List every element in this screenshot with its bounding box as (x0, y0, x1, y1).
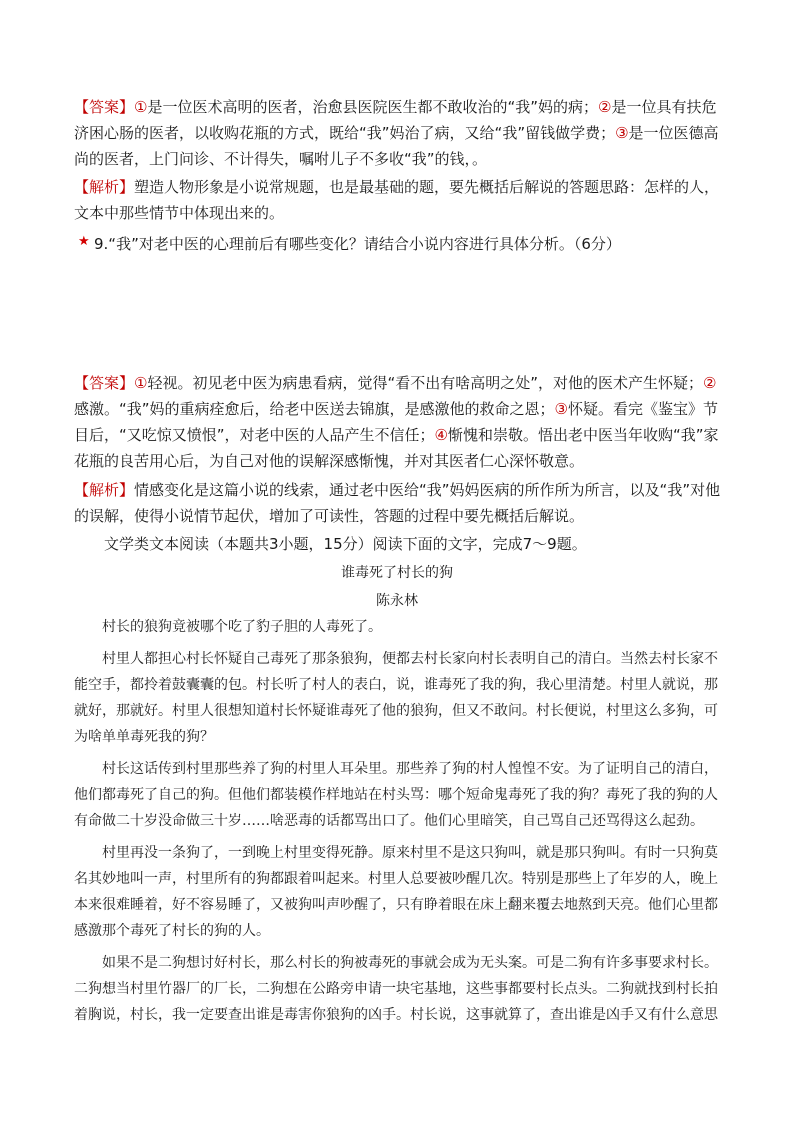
story-paragraph: 村长的狼狗竟被哪个吃了豹子胆的人毒死了。 (102, 619, 382, 635)
answer-number: ③ (554, 400, 568, 418)
analysis-block-2 (74, 477, 724, 529)
answer-tag: 【答案】 (74, 374, 135, 392)
analysis-text: 塑造人物形象是小说常规题，也是最基础的题，要先概括后解说的答题思路：怎样的人，文本中那些情节中体现出来的。 (74, 178, 720, 222)
answer-number: ② (703, 374, 717, 392)
answer-number: ④ (434, 426, 448, 444)
story-paragraph: 如果不是二狗想讨好村长，那么村长的狗被毒死的事就会成为无头案。可是二狗有许多事要求村长。二狗想当村里竹器厂的厂长，二狗想在公路旁申请一块宅基地，这些事都要村长点头。二狗就找到村长拍着胸说，村长，我一定要查出谁是毒害你狼狗的凶手。村长说，这事就算了，查出谁是凶手又有什么意思 (74, 955, 718, 1023)
answer-block-1 (74, 94, 724, 172)
answer-text: 感激。“我”妈的重病痊愈后，给老中医送去锦旗，是感激他的救命之恩； (74, 400, 555, 418)
analysis-paragraph (74, 477, 724, 529)
answer-text: 惭愧和崇敬。悟出老中医当年收购“我”家花瓶的良苦用心后，为自己对他的误解深感惭愧，并对其医者仁心深怀敬意。 (74, 426, 719, 470)
analysis-tag: 【解析】 (74, 481, 135, 499)
story-paragraph: 村长这话传到村里那些养了狗的村里人耳朵里。那些养了狗的村人惶惶不安。为了证明自己的清白，他们都毒死了自己的狗。但他们都装模作样地站在村头骂：哪个短命鬼毒死了我的狗？毒死了我的狗的人有命做二十岁没命做三十岁……啥恶毒的话都骂出口了。他们心里暗笑，自己骂自己还骂得这么起劲。 (74, 761, 718, 829)
answer-paragraph (74, 370, 724, 474)
story-title: 谁毒死了村长的狗 (341, 565, 453, 581)
analysis-paragraph (74, 174, 724, 226)
answer-text: 是一位医德高尚的医者，上门问诊、不计得失，嘱咐儿子不多收“我”的钱，。 (74, 124, 719, 168)
question-9-text: 9.“我”对老中医的心理前后有哪些变化？请结合小说内容进行具体分析。（6分） (94, 235, 621, 253)
answer-number: ③ (615, 124, 629, 142)
story-paragraph: 村里人都担心村长怀疑自己毒死了那条狼狗，便都去村长家向村长表明自己的清白。当然去村长家不能空手，都拎着鼓囊囊的包。村长听了村人的表白，说，谁毒死了我的狗，我心里清楚。村里人就说，那就好，那就好。村里人很想知道村长怀疑谁毒死了他的狼狗，但又不敢问。村长便说，村里这么多狗，可为啥单单毒死我的狗？ (74, 651, 718, 745)
answer-number: ① (134, 98, 148, 116)
star-icon: ★ (78, 234, 90, 249)
answer-text: 是一位医术高明的医者，治愈县医院医生都不敢收治的“我”妈的病； (147, 98, 599, 116)
analysis-text: 情感变化是这篇小说的线索，通过老中医给“我”妈妈医病的所作所为所言，以及“我”对他的误解，使得小说情节起伏，增加了可读性，答题的过程中要先概括后解说。 (74, 481, 721, 525)
answer-text: 怀疑。看完《鉴宝》节目后，“又吃惊又愤恨”，对老中医的人品产生不信任； (74, 400, 719, 444)
answer-text: 是一位具有扶危济困心肠的医者，以收购花瓶的方式，既给“我”妈治了病，又给“我”留钱做学费； (74, 98, 717, 142)
analysis-tag: 【解析】 (74, 178, 135, 196)
reading-instruction: 文学类文本阅读（本题共3小题，15分）阅读下面的文字，完成7～9题。 (104, 535, 587, 553)
answer-number: ② (598, 98, 612, 116)
story-paragraph: 村里再没一条狗了，一到晚上村里变得死静。原来村里不是这只狗叫，就是那只狗叫。有时一只狗莫名其妙地叫一声，村里所有的狗都跟着叫起来。村里人总要被吵醒几次。特别是那些上了年岁的人，晚上本来很难睡着，好不容易睡了，又被狗叫声吵醒了，只有睁着眼在床上翻来覆去地熬到天亮。他们心里都感激那个毒死了村长的狗的人。 (74, 845, 718, 939)
analysis-block-1 (74, 174, 724, 226)
story-author: 陈永林 (376, 593, 418, 609)
answer-paragraph (74, 94, 724, 172)
answer-tag: 【答案】 (74, 98, 135, 116)
answer-number: ① (134, 374, 148, 392)
answer-text: 轻视。初见老中医为病患看病，觉得“看不出有啥高明之处”，对他的医术产生怀疑； (147, 374, 704, 392)
answer-block-2 (74, 370, 724, 474)
story-body (74, 614, 724, 1034)
